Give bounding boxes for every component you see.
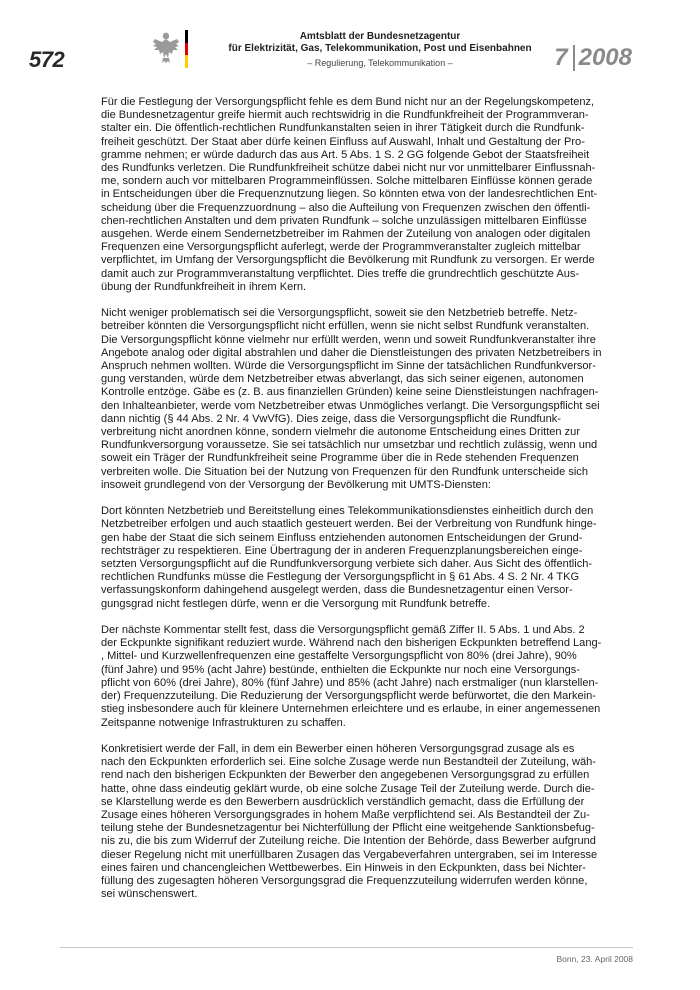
flag-stripe-gold [185, 55, 188, 68]
text-line: nis zu, die bis zum Widerruf der Zuteilung reiche. Die Intention der Behörde, dass Bewerber aufgrund [101, 835, 596, 848]
text-line: freiheit geschützt. Der Staat aber dürfe keinen Einfluss auf Auswahl, Inhalt und Gestaltung der Pro- [101, 135, 585, 148]
text-line: den Inhalteanbieter, werde vom Netzbetreiber etwas Unmögliches verlangt. Die Versorgungspflicht sei [101, 399, 600, 412]
text-line: me, sondern auch vor mittelbaren Programmeinflüssen. Solche mittelbaren Einflüsse können gerade [101, 175, 593, 188]
text-line: se Klarstellung werde es den Bewerbern ausdrücklich verständlich gemacht, dass die Erfüllung der [101, 795, 585, 808]
text-line: setzten Versorgungspflicht auf die Rundfunkversorgung verbiete sich daher. Aus Sicht des öffentlich- [101, 558, 593, 571]
masthead-section: – Regulierung, Telekommunikation – [307, 58, 453, 68]
text-line: rend nach den bisherigen Eckpunkten der Bewerber den angegebenen Versorgungsgrad zu erfüllen [101, 769, 590, 782]
paragraph [101, 743, 633, 901]
text-line: (fünf Jahre) und 95% (acht Jahre) bestünde, enthielten die Eckpunkte nur noch eine Versorgungs- [101, 663, 580, 676]
text-line: betreiber könnten die Versorgungspflicht nicht erfüllen, wenn sie nicht selbst Rundfunk veranstalten. [101, 320, 590, 333]
text-line: Angebote analog oder digital abstrahlen und daher die Dienstleistungen des privaten Netzbetreibers in [101, 346, 602, 359]
text-line: damit auch zur Programmveranstaltung verpflichtet. Dies treffe die grundrechtlich geschützte Aus- [101, 267, 580, 280]
text-line: gung verstanden, würde dem Netzbetreiber etwas abverlangt, das sich seiner eigenen, autonomen [101, 373, 584, 386]
text-line: nach den Eckpunkten erforderlich sei. Eine solche Zusage werde nun Bestandteil der Zuteilung, wäh- [101, 756, 596, 769]
text-line: die Bundesnetzagentur greife hiermit auch rechtswidrig in die Rundfunkfreiheit der Programmveran- [101, 109, 589, 122]
paragraph [101, 505, 633, 611]
text-line: Kontrolle entzöge. Gäbe es (z. B. aus finanziellen Gründen) keine seine Dienstleistungen nachfragen- [101, 386, 599, 399]
text-line: gen habe der Staat die sich seinem Einfluss entziehenden autonomen Entscheidungen der Grund- [101, 531, 583, 544]
text-line: pflicht von 60% (drei Jahre), 80% (fünf Jahre) und 85% (acht Jahre) nach erstmaliger (nun klarstellen- [101, 676, 599, 689]
masthead [205, 31, 555, 70]
text-line: soweit ein Träger der Rundfunkfreiheit seine Programme über die in Rede stehenden Frequenzen [101, 452, 579, 465]
masthead-title: Amtsblatt der Bundesnetzagentur [299, 31, 461, 42]
text-line: dann nichtig (§ 44 Abs. 2 Nr. 4 VwVfG). Dies zeige, dass die Versorgungspflicht die Rundfunk- [101, 412, 561, 425]
text-line: eines fairen und chancengleichen Wettbewerbes. Ein Hinweis in den Eckpunkten, dass bei Nichter- [101, 861, 586, 874]
text-line: chen-rechtlichen Anstalten und dem privaten Rundfunk – solche unzulässigen mittelbaren Einflüsse [101, 214, 587, 227]
text-line: Die Versorgungspflicht könne vielmehr nur erfüllt werden, wenn und soweit Rundfunkveranstalter ihre [101, 333, 596, 346]
flag-stripe-black [185, 30, 188, 43]
text-line: stalter ein. Die öffentlich-rechtlichen Rundfunkanstalten seien in ihrer Tätigkeit durch die Rundfunk- [101, 122, 585, 135]
text-line: des Rundfunks verletzen. Die Rundfunkfreiheit schütze dabei nicht nur vor unmittelbarer Einflussnah- [101, 162, 596, 175]
text-line: dieser Regelung nicht mit unerfüllbaren Zusagen das Vergabeverfahren untergraben, sei im Interesse [101, 848, 598, 861]
federal-eagle-icon [152, 30, 180, 64]
issue-year: 2008 [578, 44, 632, 71]
text-line: Nicht weniger problematisch sei die Versorgungspflicht, soweit sie den Netzbetrieb betreffe. Netz- [101, 307, 578, 320]
text-line: Zeitspanne notwenige Infrastrukturen zu schaffen. [101, 716, 346, 729]
masthead-subtitle: für Elektrizität, Gas, Telekommunikation, Post und Eisenbahnen [228, 43, 532, 54]
text-line: sei wünschenswert. [101, 888, 198, 901]
paragraph [101, 96, 633, 294]
flag-stripe [185, 30, 188, 68]
text-line: Für die Festlegung der Versorgungspflicht fehle es dem Bund nicht nur an der Regelungskompetenz, [101, 96, 595, 108]
text-line: Konkretisiert werde der Fall, in dem ein Bewerber einen höheren Versorgungsgrad zusage als es [101, 742, 575, 755]
text-line: rechtsträger zu respektieren. Eine Übertragung der in anderen Frequenzplanungsbereichen einge- [101, 544, 583, 557]
text-line: hatte, ohne dass eindeutig geklärt wurde, ob eine solche Zusage Teil der Zuteilung werde. Durch die- [101, 782, 595, 795]
footer-date: Bonn, 23. April 2008 [556, 954, 633, 964]
issue-divider [573, 45, 575, 71]
paragraph [101, 624, 633, 730]
text-line: rechtlichen Rundfunks müsse die Festlegung der Versorgungspflicht in § 61 Abs. 4 S. 2 Nr. 4 TKG [101, 571, 580, 584]
text-line: verpflichtet, im Umfang der Versorgungspflicht die Bevölkerung mit Rundfunk zu versorgen. Er werde [101, 254, 595, 267]
text-line: der Eckpunkte signifikant reduziert wurde. Während nach den bisherigen Eckpunkten betreffend Lang- [101, 637, 602, 650]
footer-divider [60, 947, 633, 948]
issue-label [554, 44, 632, 72]
text-line: verfassungskonform dahingehend ausgelegt werden, dass die Bundesnetzagentur einen Versor- [101, 584, 573, 597]
text-line: Anspruch nehmen wollten. Würde die Versorgungspflicht im Sinne der tatsächlichen Rundfunkversor- [101, 360, 596, 373]
text-line: Frequenzen eine Versorgungspflicht auferlegt, werde der Programmveranstalter zugleich mittelbar [101, 241, 581, 254]
text-line: Der nächste Kommentar stellt fest, dass die Versorgungspflicht gemäß Ziffer II. 5 Abs. 1 und Abs. 2 [101, 624, 585, 637]
text-line: verbreitung nicht anordnen könne, sondern vielmehr die autonome Entscheidung eines Dritten zur [101, 426, 580, 439]
text-line: , Mittel- und Kurzwellenfrequenzen eine gestaffelte Versorgungspflicht von 80% (drei Jahre), 90% [101, 650, 577, 663]
issue-number: 7 [554, 44, 568, 71]
text-line: gramme nehmen; er würde dadurch das aus Art. 5 Abs. 1 S. 2 GG folgende Gebot der Staatsfreiheit [101, 148, 590, 161]
paragraph [101, 307, 633, 492]
page-number: 572 [29, 47, 65, 72]
flag-stripe-red [185, 43, 188, 56]
text-line: insoweit grundlegend von der Versorgung der Bevölkerung mit UMTS-Diensten: [101, 478, 491, 491]
text-line: füllung des zugesagten höheren Versorgungsgrad die Frequenzzuteilung widerrufen werden könne, [101, 874, 588, 887]
text-line: Dort könnten Netzbetrieb und Bereitstellung eines Telekommunikationsdienstes einheitlich durch den [101, 505, 594, 518]
text-line: ausgehen. Werde einem Sendernetzbetreiber im Rahmen der Zuteilung von analogen oder digitalen [101, 228, 591, 241]
text-line: scheidung über die Frequenzzuordnung – also die Aufteilung von Frequenzen zwischen den öffentli- [101, 201, 591, 214]
text-line: Netzbetreiber erfolgen und auch staatlich gesteuert werden. Bei der Verbreitung von Rundfunk hinge- [101, 518, 597, 531]
article-body [101, 96, 633, 915]
text-line: Rundfunkversorgung voraussetze. Sie sei tatsächlich nur umsetzbar und rechtlich zulässig, wenn und [101, 439, 598, 452]
text-line: stieg insbesondere auch für kleinere Unternehmen erleichtere und es erlaube, in einer angemessenen [101, 703, 601, 716]
text-line: Zusage eines höheren Versorgungsgrades in hohem Maße verpflichtend sei. Als Bestandteil der Zu- [101, 808, 590, 821]
text-line: verbreiten wolle. Die Situation bei der Nutzung von Frequenzen für den Rundfunk unterscheide sich [101, 465, 588, 478]
text-line: teilung stehe der Bundesnetzagentur bei Nichterfüllung der Pflicht eine weitgehende Sanktionsbefug- [101, 822, 595, 835]
text-line: übung der Rundfunkfreiheit in ihrem Kern. [101, 280, 307, 293]
text-line: der) Frequenzzuteilung. Die Reduzierung der Versorgungspflicht werde befürwortet, die den Markein- [101, 690, 596, 703]
text-line: in Entscheidungen über die Frequenznutzung liegen. So könnten etwa von der landesrechtlichen Ent- [101, 188, 598, 201]
text-line: gungsgrad nicht festlegen dürfe, wenn er die Versorgung mit Rundfunk betreffe. [101, 597, 491, 610]
